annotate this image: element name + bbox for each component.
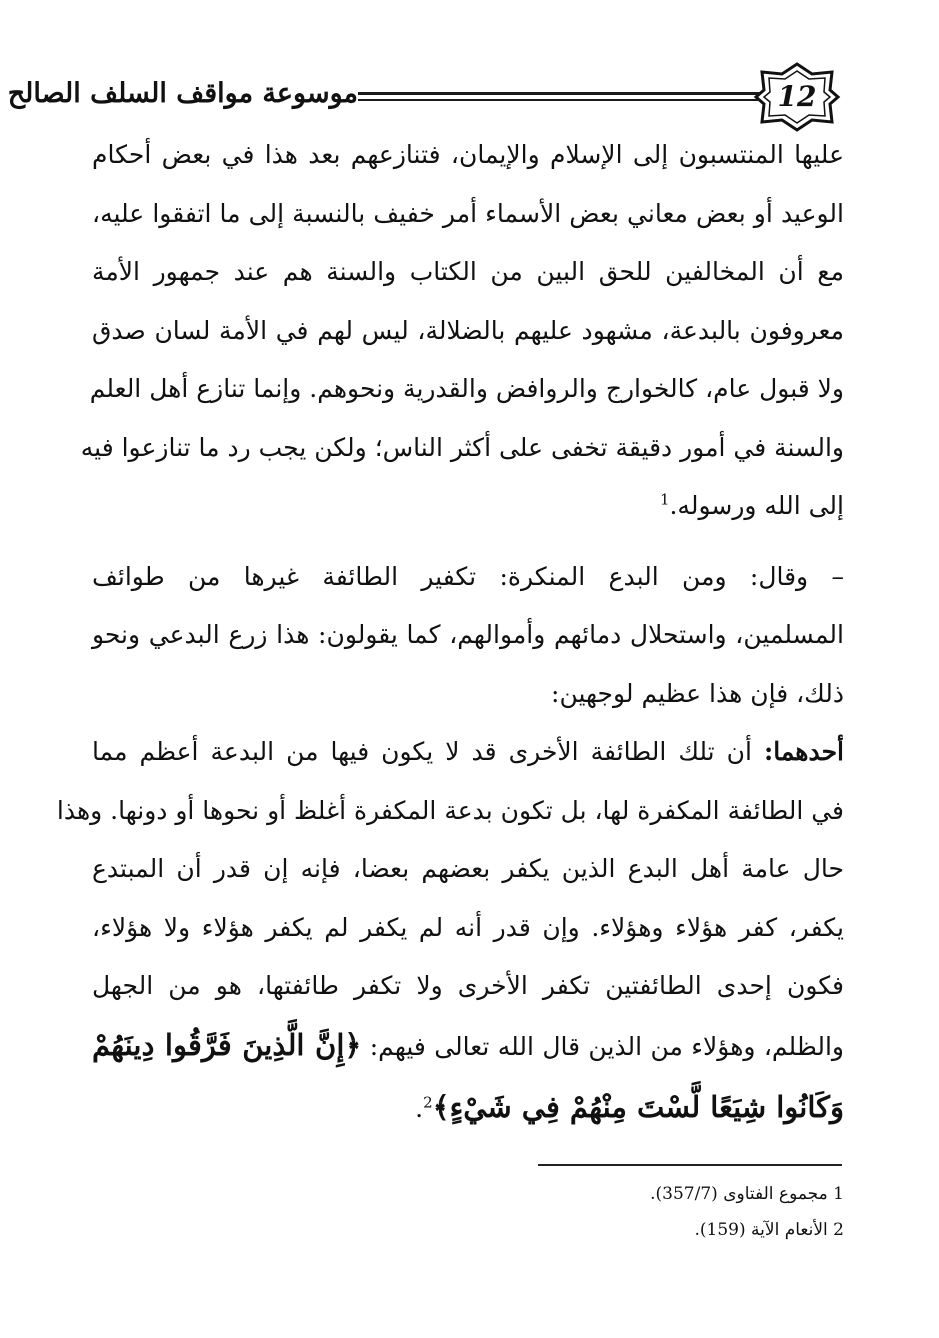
paragraph-lead: أحدهما: <box>763 737 844 766</box>
text-line: يكفر، كفر هؤلاء وهؤلاء. وإن قدر أنه لم يكفر لم يكفر هؤلاء ولا هؤلاء، <box>92 912 844 942</box>
text-line-content: والظلم، وهؤلاء من الذين قال الله تعالى فيهم: <box>361 1031 844 1061</box>
footnote: 2 الأنعام الآية (159). <box>694 1220 844 1240</box>
quran-verse: ﴿إِنَّ الَّذِينَ فَرَّقُوا دِينَهُمْ <box>92 1027 362 1062</box>
text-line: الوعيد أو بعض معاني بعض الأسماء أمر خفيف بالنسبة إلى ما اتفقوا عليه، <box>92 198 844 228</box>
text-line <box>92 477 844 536</box>
footnote-ref: 2 <box>423 1093 433 1112</box>
text-line: والسنة في أمور دقيقة تخفى على أكثر الناس؛ ولكن يجب رد ما تنازعوا فيه <box>80 432 844 462</box>
text-line: فكون إحدى الطائفتين تكفر الأخرى ولا تكفر طائفتها، هو من الجهل <box>92 971 844 1000</box>
text-line: مع أن المخالفين للحق البين من الكتاب والسنة هم عند جمهور الأمة <box>92 257 844 286</box>
text-line: ولا قبول عام، كالخوارج والروافض والقدرية ونحوهم. وإنما تنازع أهل العلم <box>89 374 844 403</box>
quran-verse: وَكَانُوا شِيَعًا لَّسْتَ مِنْهُمْ فِي شَيْءٍ﴾ <box>432 1090 844 1124</box>
text-line: المسلمين، واستحلال دمائهم وأموالهم، كما يقولون: هذا زرع البدعي ونحو <box>92 620 844 649</box>
footnote-separator <box>538 1164 842 1166</box>
text-line: معروفون بالبدعة، مشهود عليهم بالضلالة، ليس لهم في الأمة لسان صدق <box>92 315 844 345</box>
page-number-badge <box>754 62 840 132</box>
text-line <box>92 1074 844 1140</box>
series-title: موسوعة مواقف السلف الصالح <box>7 78 358 109</box>
footnote-ref: 1 <box>659 490 670 509</box>
text-line-content: . <box>415 1094 424 1123</box>
text-line-content: إلى الله ورسوله. <box>669 491 844 520</box>
header-rule <box>358 92 760 95</box>
footnotes <box>440 1176 844 1248</box>
text-line: عليها المنتسبون إلى الإسلام والإيمان، فتنازعهم بعد هذا في بعض أحكام <box>92 140 844 169</box>
text-line: ذلك، فإن هذا عظيم لوجهين: <box>551 678 844 708</box>
text-line <box>92 723 844 782</box>
page-number: 12 <box>777 80 817 113</box>
text-line: – وقال: ومن البدع المنكرة: تكفير الطائفة غيرها من طوائف <box>92 561 844 591</box>
text-line-content: أن تلك الطائفة الأخرى قد لا يكون فيها من البدعة أعظم مما <box>92 737 764 766</box>
text-line <box>92 1016 844 1075</box>
text-line: في الطائفة المكفرة لها، بل تكون بدعة المكفرة أغلظ أو نحوها أو دونها. وهذا <box>56 795 844 825</box>
main-text <box>56 126 844 1140</box>
page-header <box>0 0 939 130</box>
header-rule-thin <box>358 99 760 101</box>
text-line: حال عامة أهل البدع الذين يكفر بعضهم بعضا، فإنه إن قدر أن المبتدع <box>92 854 844 883</box>
footnote: 1 مجموع الفتاوى (357/7). <box>650 1184 844 1204</box>
